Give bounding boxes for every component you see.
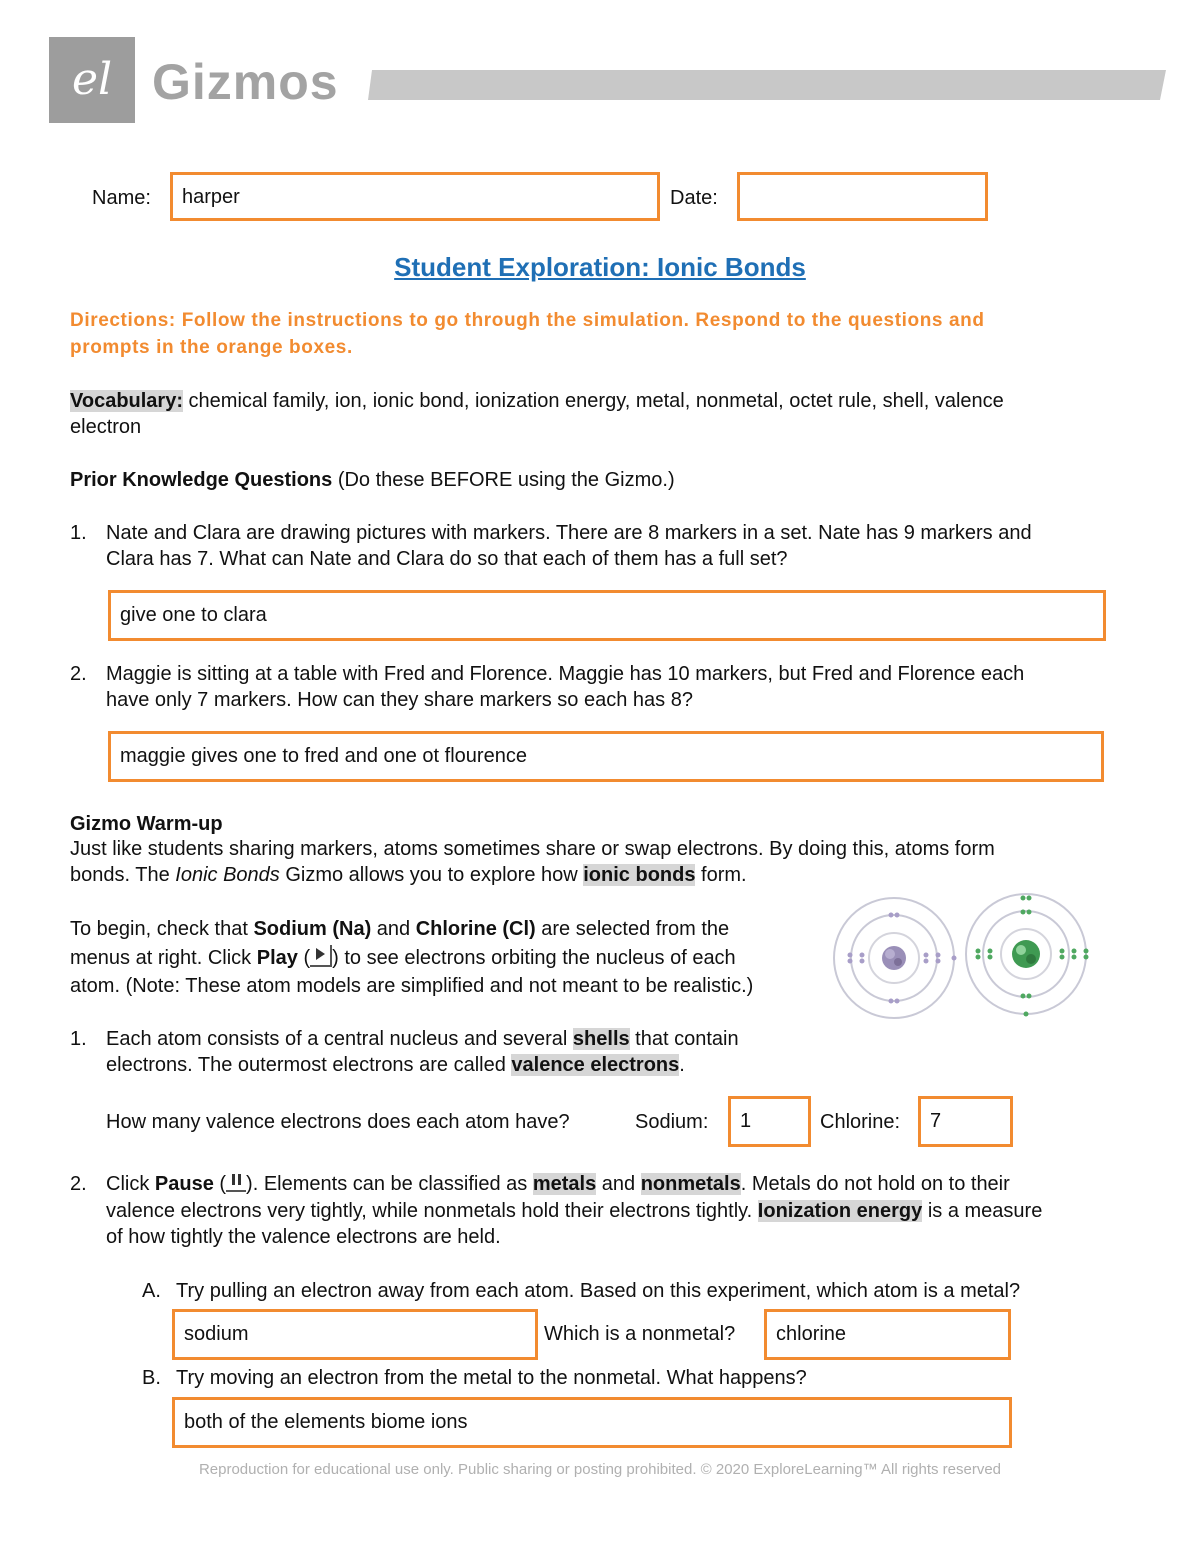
warmup-p2-line-3: atom. (Note: These atom models are simplified and not meant to be realistic.) (70, 975, 754, 997)
nonmetal-label: Which is a nonmetal? (544, 1323, 736, 1345)
prior-q1-line-1: Nate and Clara are drawing pictures with markers. There are 8 markers in a set. Nate has 9 markers and (106, 522, 1032, 544)
header-banner (368, 70, 1166, 100)
prior-q2-line-1: Maggie is sitting at a table with Fred and Florence. Maggie has 10 markers, but Fred and Florence each (106, 663, 1025, 685)
chlorine-atom-icon (966, 894, 1089, 1017)
prior-q2-answer[interactable]: maggie gives one to fred and one ot flourence (108, 731, 1104, 782)
valence-electrons-term: valence electrons (511, 1054, 680, 1076)
name-field[interactable]: harper (170, 172, 660, 221)
q1-text: that contain (629, 1028, 739, 1050)
q2-text: . Metals do not hold on to their (740, 1173, 1010, 1195)
warmup-heading (70, 811, 223, 837)
vocabulary-label: Vocabulary: (70, 390, 183, 412)
ionic-bonds-term: ionic bonds (583, 864, 696, 886)
sodium-valence-field[interactable]: 1 (728, 1096, 811, 1147)
warmup-p2-line-1 (70, 916, 729, 942)
part-b-answer-field[interactable]: both of the elements biome ions (172, 1397, 1012, 1448)
metal-answer-field[interactable]: sodium (172, 1309, 538, 1360)
p2-text: To begin, check that (70, 918, 254, 940)
warmup-q2-line-3: of how tightly the valence electrons are held. (106, 1226, 501, 1248)
warmup-q1-line-2 (106, 1052, 685, 1078)
date-label: Date: (670, 187, 718, 209)
prior-q2-line-2: have only 7 markers. How can they share markers so each has 8? (106, 689, 693, 711)
chlorine-label: Chlorine: (820, 1111, 901, 1133)
atom-illustration (826, 888, 1094, 1024)
gizmo-name: Ionic Bonds (175, 864, 280, 886)
part-b-question: Try moving an electron from the metal to the nonmetal. What happens? (176, 1367, 807, 1389)
question-number: 2. (70, 1173, 87, 1195)
ionization-energy-term: Ionization energy (757, 1200, 923, 1222)
question-number: 2. (70, 663, 87, 685)
prior-heading-bold: Prior Knowledge Questions (70, 469, 333, 491)
vocabulary-line-1 (70, 388, 1004, 414)
play-icon (310, 945, 332, 967)
warmup-p2-line-2 (70, 945, 736, 971)
nonmetals-term: nonmetals (640, 1173, 741, 1195)
question-number: 1. (70, 522, 87, 544)
p2-text: are selected from the (535, 918, 730, 940)
q2-text: Click (106, 1173, 155, 1195)
prior-knowledge-heading (70, 467, 675, 493)
p1-text: bonds. The (70, 864, 176, 886)
part-letter: A. (142, 1280, 161, 1302)
chlorine-valence-field[interactable]: 7 (918, 1096, 1013, 1147)
play-term: Play (256, 947, 298, 969)
warmup-p1-line-1: Just like students sharing markers, atoms sometimes share or swap electrons. By doing this, atoms form (70, 838, 995, 860)
logo-glyph: el (71, 54, 113, 105)
sodium-label: Sodium: (635, 1111, 709, 1133)
name-label: Name: (92, 187, 151, 209)
prior-q1-line-2: Clara has 7. What can Nate and Clara do so that each of them has a full set? (106, 548, 788, 570)
part-a-question: Try pulling an electron away from each atom. Based on this experiment, which atom is a metal? (176, 1280, 1021, 1302)
page-title: Student Exploration: Ionic Bonds (394, 252, 806, 282)
warmup-q1-line-1 (106, 1026, 739, 1052)
chlorine-term: Chlorine (Cl) (415, 918, 536, 940)
p2-text: ( (297, 947, 311, 969)
q2-text: and (596, 1173, 641, 1195)
q1-text: electrons. The outermost electrons are called (106, 1054, 512, 1076)
prior-heading-note: (Do these BEFORE using the Gizmo.) (332, 469, 675, 491)
vocabulary-terms: chemical family, ion, ionic bond, ionization energy, metal, nonmetal, octet rule, shell, valence (183, 390, 1004, 412)
valence-prompt: How many valence electrons does each atom have? (106, 1111, 570, 1133)
p2-text: and (371, 918, 416, 940)
vocabulary-line-2: electron (70, 416, 142, 438)
p1-text: Gizmo allows you to explore how (279, 864, 584, 886)
sodium-atom-icon (834, 898, 957, 1018)
brand-logo (49, 37, 135, 123)
p2-text: ) to see electrons orbiting the nucleus of each (332, 947, 736, 969)
q2-text: ( (213, 1173, 227, 1195)
pause-term: Pause (154, 1173, 214, 1195)
warmup-p1-line-2 (70, 862, 747, 888)
metals-term: metals (532, 1173, 597, 1195)
brand-name: Gizmos (152, 54, 339, 110)
nonmetal-answer-field[interactable]: chlorine (764, 1309, 1011, 1360)
sodium-term: Sodium (Na) (253, 918, 372, 940)
date-field[interactable] (737, 172, 988, 221)
copyright-footer: Reproduction for educational use only. Public sharing or posting prohibited. © 2020 ExploreLearning™ All rights reserved (198, 1461, 1002, 1478)
question-number: 1. (70, 1028, 87, 1050)
warmup-q2-line-2 (106, 1198, 1042, 1224)
warmup-heading-bold: Gizmo Warm-up (70, 813, 223, 835)
q2-text: ). Elements can be classified as (246, 1173, 533, 1195)
q1-text: . (679, 1054, 685, 1076)
directions-line-2: prompts in the orange boxes. (70, 337, 353, 358)
part-letter: B. (142, 1367, 161, 1389)
q2-text: valence electrons very tightly, while nonmetals hold their electrons tightly. (106, 1200, 758, 1222)
warmup-q2-line-1 (106, 1171, 1010, 1197)
p1-text: form. (695, 864, 747, 886)
pause-icon (226, 1172, 246, 1192)
p2-text: menus at right. Click (70, 947, 257, 969)
shells-term: shells (572, 1028, 630, 1050)
prior-q1-answer[interactable]: give one to clara (108, 590, 1106, 641)
directions-line-1: Directions: Follow the instructions to go through the simulation. Respond to the questions and (70, 310, 985, 331)
q2-text: is a measure (922, 1200, 1043, 1222)
q1-text: Each atom consists of a central nucleus and several (106, 1028, 573, 1050)
